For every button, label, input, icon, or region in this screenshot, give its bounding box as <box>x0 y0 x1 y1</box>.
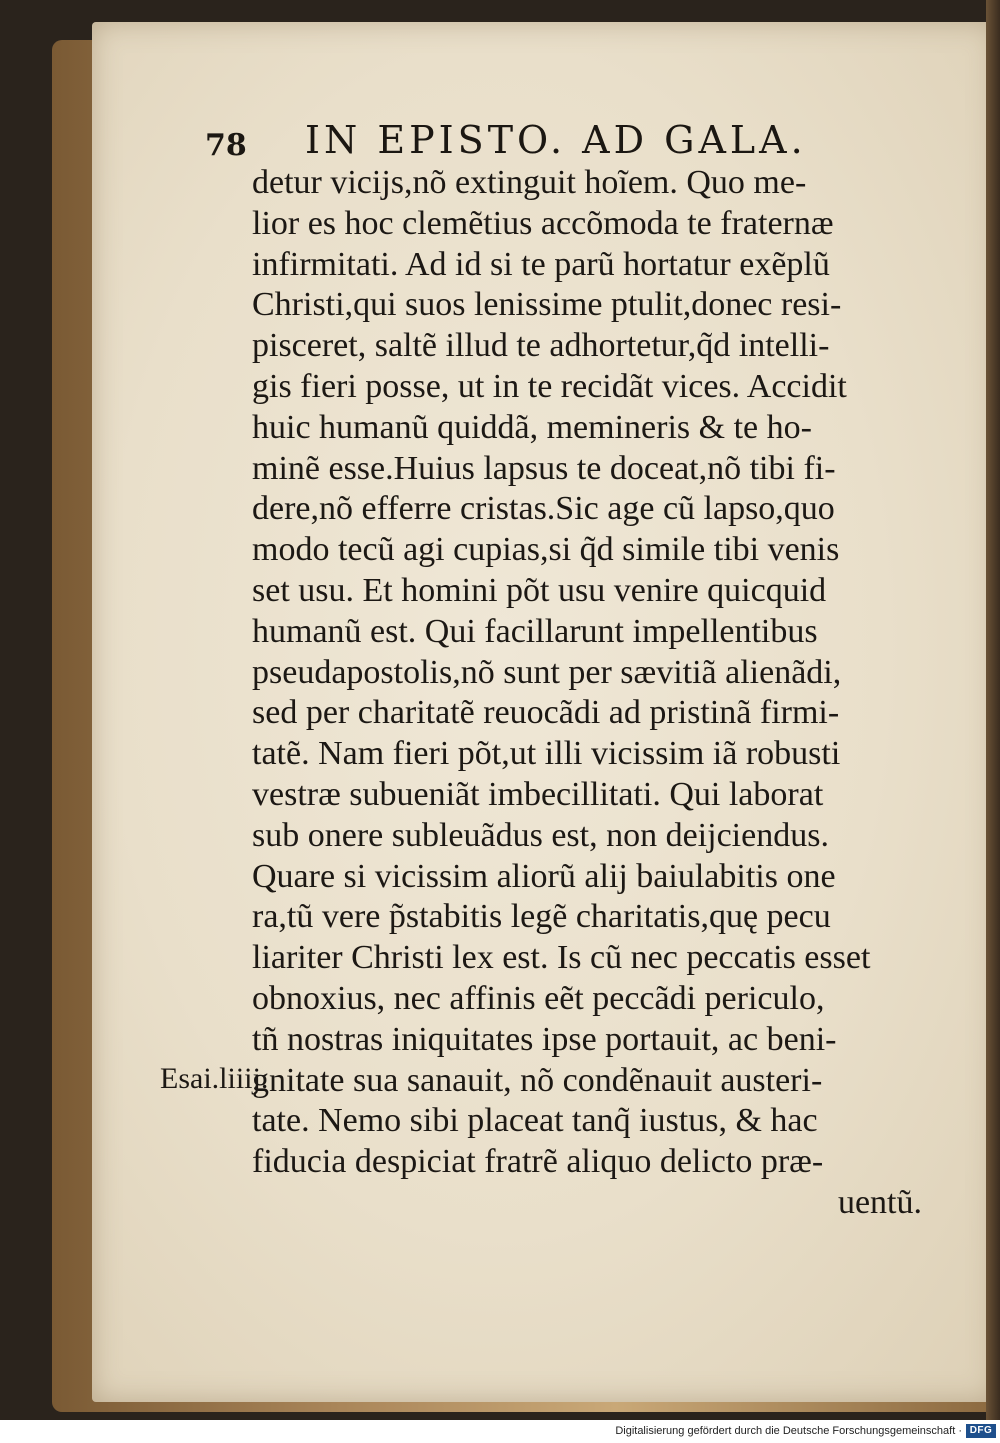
text-line: fiducia despiciat fratrẽ aliquo delicto præ- <box>252 1143 824 1181</box>
text-line: gnitate sua sanauit, nõ condẽnauit austeri- <box>252 1061 823 1099</box>
text-line: huic humanũ quiddã, memineris & te ho- <box>252 408 812 446</box>
page-number: 78 <box>205 128 247 163</box>
text-line: lior es hoc clemẽtius accõmoda te fraternæ <box>252 204 834 242</box>
text-line: dere,nõ efferre cristas.Sic age cũ lapso,quo <box>252 490 835 528</box>
text-line: ra,tũ vere p̃stabitis legẽ charitatis,quę pecu <box>252 898 831 936</box>
marginal-note: Esai.liiij. <box>160 1062 269 1095</box>
text-line: gis fieri posse, ut in te recidãt vices. Accidit <box>252 367 847 405</box>
text-line: liariter Christi lex est. Is cũ nec peccatis esset <box>252 939 871 977</box>
footer-bar <box>0 1420 1000 1443</box>
text-line: set usu. Et homini põt usu venire quicquid <box>252 571 827 609</box>
text-line: tatẽ. Nam fieri põt,ut illi vicissim iã robusti <box>252 735 841 773</box>
text-line: pseudapostolis,nõ sunt per sævitiã alienãdi, <box>252 653 842 691</box>
funding-notice: Digitalisierung gefördert durch die Deutsche Forschungsgemeinschaft · <box>615 1425 962 1437</box>
text-line: humanũ est. Qui facillarunt impellentibus <box>252 612 818 650</box>
running-title: IN EPISTO. AD GALA. <box>305 118 807 162</box>
text-line: tñ nostras iniquitates ipse portauit, ac beni- <box>252 1020 837 1058</box>
text-line: sub onere subleuãdus est, non deijciendus. <box>252 816 829 854</box>
last-line: uentũ. <box>837 1183 922 1221</box>
text-line: infirmitati. Ad id si te parũ hortatur exẽplũ <box>252 245 830 283</box>
text-line: tate. Nemo sibi placeat tanq̃ iustus, & hac <box>252 1102 818 1140</box>
book-binding <box>986 0 1000 1420</box>
text-line: Christi,qui suos lenissime ptulit,donec resi- <box>252 286 842 324</box>
text-line: detur vicijs,nõ extinguit hoĩem. Quo me- <box>252 164 807 201</box>
page-header <box>205 118 865 168</box>
body-text <box>252 163 922 1224</box>
text-line: obnoxius, nec affinis eẽt peccãdi periculo, <box>252 979 825 1017</box>
dfg-logo-icon: DFG <box>966 1424 996 1438</box>
text-line: Quare si vicissim aliorũ alij baiulabitis one <box>252 857 836 895</box>
text-line: minẽ esse.Huius lapsus te doceat,nõ tibi fi- <box>252 449 836 487</box>
text-line: modo tecũ agi cupias,si q̃d simile tibi venis <box>252 531 840 569</box>
text-line: pisceret, saltẽ illud te adhortetur,q̃d intelli- <box>252 327 830 365</box>
text-line: sed per charitatẽ reuocãdi ad pristinã firmi- <box>252 694 840 732</box>
text-line: vestræ subueniãt imbecillitati. Qui laborat <box>252 775 824 813</box>
